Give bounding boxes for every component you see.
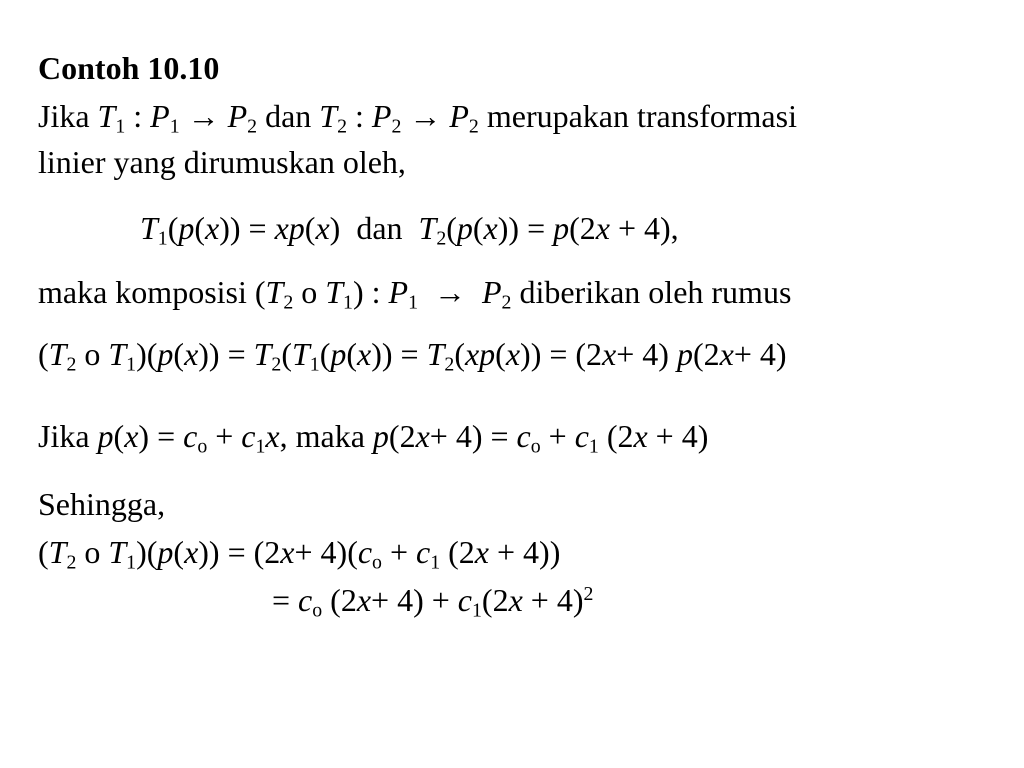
var-c0: c: [298, 582, 313, 618]
var-p: p: [157, 336, 174, 372]
text-segment: + 4): [616, 336, 677, 372]
var-p: p: [456, 210, 473, 246]
subscript: 2: [66, 353, 77, 376]
subscript: 2: [283, 291, 294, 314]
subscript: 1: [588, 435, 599, 458]
paren: (: [472, 210, 484, 246]
text-segment: (2: [692, 336, 720, 372]
text-segment: + 4),: [609, 210, 679, 246]
text-segment: (2: [388, 418, 416, 454]
text-segment: Jika: [38, 418, 98, 454]
text-segment: (2: [598, 418, 634, 454]
subscript: 1: [255, 435, 266, 458]
subscript: 1: [309, 353, 320, 376]
text-segment: diberikan oleh rumus: [511, 274, 792, 310]
var-x: x: [483, 210, 498, 246]
symbol-p1: P: [388, 274, 409, 310]
text-segment: + 4): [522, 582, 584, 618]
subscript: o: [530, 435, 541, 458]
symbol-t2: T: [426, 336, 445, 372]
paren: )(: [136, 534, 158, 570]
text-segment: :: [347, 98, 372, 134]
text-segment: + 4) +: [371, 582, 458, 618]
paren: (: [454, 336, 465, 372]
var-x: x: [184, 534, 199, 570]
subscript: 1: [343, 291, 353, 314]
compose-operator: o: [76, 336, 109, 372]
text-segment: (2: [569, 210, 596, 246]
var-x: x: [357, 336, 372, 372]
text-segment: ) :: [352, 274, 389, 310]
var-x: x: [415, 418, 430, 454]
paren: (: [304, 210, 316, 246]
text-segment: , maka: [279, 418, 373, 454]
definition-intro-line: linier yang dirumuskan oleh,: [38, 144, 406, 180]
subscript: 2: [391, 115, 402, 138]
var-x: x: [356, 582, 372, 618]
paren: (: [173, 336, 185, 372]
subscript: 2: [271, 353, 282, 376]
arrow-symbol: →: [179, 98, 228, 134]
paren: (: [446, 210, 457, 246]
var-p: p: [178, 210, 195, 246]
compose-operator: o: [76, 534, 109, 570]
text-segment: )) =: [371, 336, 427, 372]
subscript: 1: [126, 353, 137, 376]
paren: (: [281, 336, 292, 372]
var-xp: xp: [274, 210, 305, 246]
text-segment: (2: [440, 534, 475, 570]
var-c0: c: [183, 418, 198, 454]
text-segment: )) =: [219, 210, 275, 246]
paren: (: [38, 534, 49, 570]
symbol-t1: T: [140, 210, 158, 246]
paren: )(: [136, 336, 158, 372]
subscript: o: [372, 551, 382, 574]
composition-formula-line: [38, 336, 787, 376]
var-x: x: [474, 534, 489, 570]
subscript: 1: [430, 551, 441, 574]
symbol-t2: T: [319, 98, 338, 134]
symbol-t1: T: [97, 98, 116, 134]
var-x: x: [280, 534, 295, 570]
plus-operator: +: [381, 534, 417, 570]
var-x: x: [184, 336, 199, 372]
text-segment: )) =: [198, 336, 254, 372]
subscript: 1: [157, 227, 168, 250]
var-p: p: [97, 418, 114, 454]
arrow-symbol: →: [401, 98, 450, 134]
var-p: p: [330, 336, 347, 372]
text-segment: + 4)(: [294, 534, 358, 570]
subscript: 2: [444, 353, 455, 376]
subscript: o: [197, 435, 208, 458]
var-xp: xp: [464, 336, 496, 372]
symbol-t1: T: [108, 336, 127, 372]
var-x: x: [265, 418, 280, 454]
var-c1: c: [416, 534, 431, 570]
paren: (: [319, 336, 331, 372]
text-segment: dan: [340, 210, 419, 246]
symbol-p1: P: [150, 98, 170, 134]
subscript: 2: [247, 115, 258, 138]
paren: (: [173, 534, 185, 570]
symbol-t1: T: [292, 336, 310, 372]
var-p: p: [157, 534, 174, 570]
paren: (: [167, 210, 179, 246]
paren: (: [194, 210, 206, 246]
composition-statement-line: [38, 274, 792, 314]
var-c1: c: [241, 418, 256, 454]
compose-operator: o: [293, 274, 326, 310]
text-segment: (2: [322, 582, 357, 618]
symbol-p2: P: [481, 274, 502, 310]
text-segment: )) =: [497, 210, 554, 246]
text-segment: Jika: [38, 98, 90, 134]
result-formula-line: [38, 534, 561, 574]
var-x: x: [595, 210, 610, 246]
var-c0: c: [516, 418, 531, 454]
plus-operator: +: [207, 418, 242, 454]
symbol-t2: T: [48, 336, 67, 372]
var-c1: c: [574, 418, 589, 454]
var-x: x: [508, 582, 523, 618]
text-segment: + 4)): [489, 534, 561, 570]
superscript: 2: [583, 583, 594, 606]
subscript: 2: [501, 291, 512, 314]
transformation-statement-line: [38, 98, 797, 138]
text-segment: maka komposisi (: [38, 274, 266, 310]
subscript: 1: [408, 291, 418, 314]
symbol-t1: T: [108, 534, 127, 570]
var-x: x: [315, 210, 330, 246]
var-c0: c: [357, 534, 373, 570]
text-segment: )) = (2: [198, 534, 281, 570]
text-segment: + 4): [647, 418, 709, 454]
var-p: p: [553, 210, 570, 246]
definition-formula-line: [140, 210, 679, 250]
arrow-symbol: →: [417, 274, 482, 310]
text-segment: (2: [481, 582, 509, 618]
plus-operator: +: [540, 418, 575, 454]
subscript: 1: [126, 551, 137, 574]
polynomial-example-line: [38, 418, 709, 458]
var-x: x: [719, 336, 734, 372]
page-title: Contoh 10.10: [38, 50, 220, 86]
var-p: p: [676, 336, 693, 372]
var-x: x: [505, 336, 521, 372]
subscript: 2: [337, 115, 348, 138]
var-x: x: [633, 418, 648, 454]
subscript: 2: [66, 551, 77, 574]
text-segment: merupakan transformasi: [478, 98, 797, 134]
var-x: x: [124, 418, 139, 454]
symbol-t2: T: [48, 534, 67, 570]
subscript: 2: [436, 227, 447, 250]
symbol-t1: T: [325, 274, 344, 310]
subscript: 1: [115, 115, 126, 138]
subscript: 2: [468, 115, 479, 138]
symbol-t2: T: [265, 274, 284, 310]
var-p: p: [372, 418, 389, 454]
paren: (: [495, 336, 506, 372]
sehingga-line: Sehingga,: [38, 486, 166, 522]
symbol-p2: P: [371, 98, 392, 134]
var-x: x: [205, 210, 220, 246]
equals-operator: =: [272, 582, 299, 618]
paren: (: [346, 336, 358, 372]
subscript: 1: [169, 115, 180, 138]
paren: (: [113, 418, 125, 454]
text-segment: dan: [257, 98, 320, 134]
symbol-p2: P: [227, 98, 248, 134]
paren: ): [329, 210, 341, 246]
text-segment: + 4): [733, 336, 787, 372]
result-expansion-line: [272, 582, 594, 622]
symbol-p2: P: [449, 98, 469, 134]
var-c1: c: [457, 582, 472, 618]
text-segment: + 4) =: [429, 418, 517, 454]
text-segment: )) = (2: [520, 336, 603, 372]
subscript: 1: [471, 599, 482, 622]
var-x: x: [602, 336, 617, 372]
symbol-t2: T: [253, 336, 272, 372]
text-segment: ) =: [138, 418, 184, 454]
subscript: o: [312, 599, 323, 622]
text-segment: :: [133, 98, 151, 134]
symbol-t2: T: [418, 210, 437, 246]
paren: (: [38, 336, 49, 372]
